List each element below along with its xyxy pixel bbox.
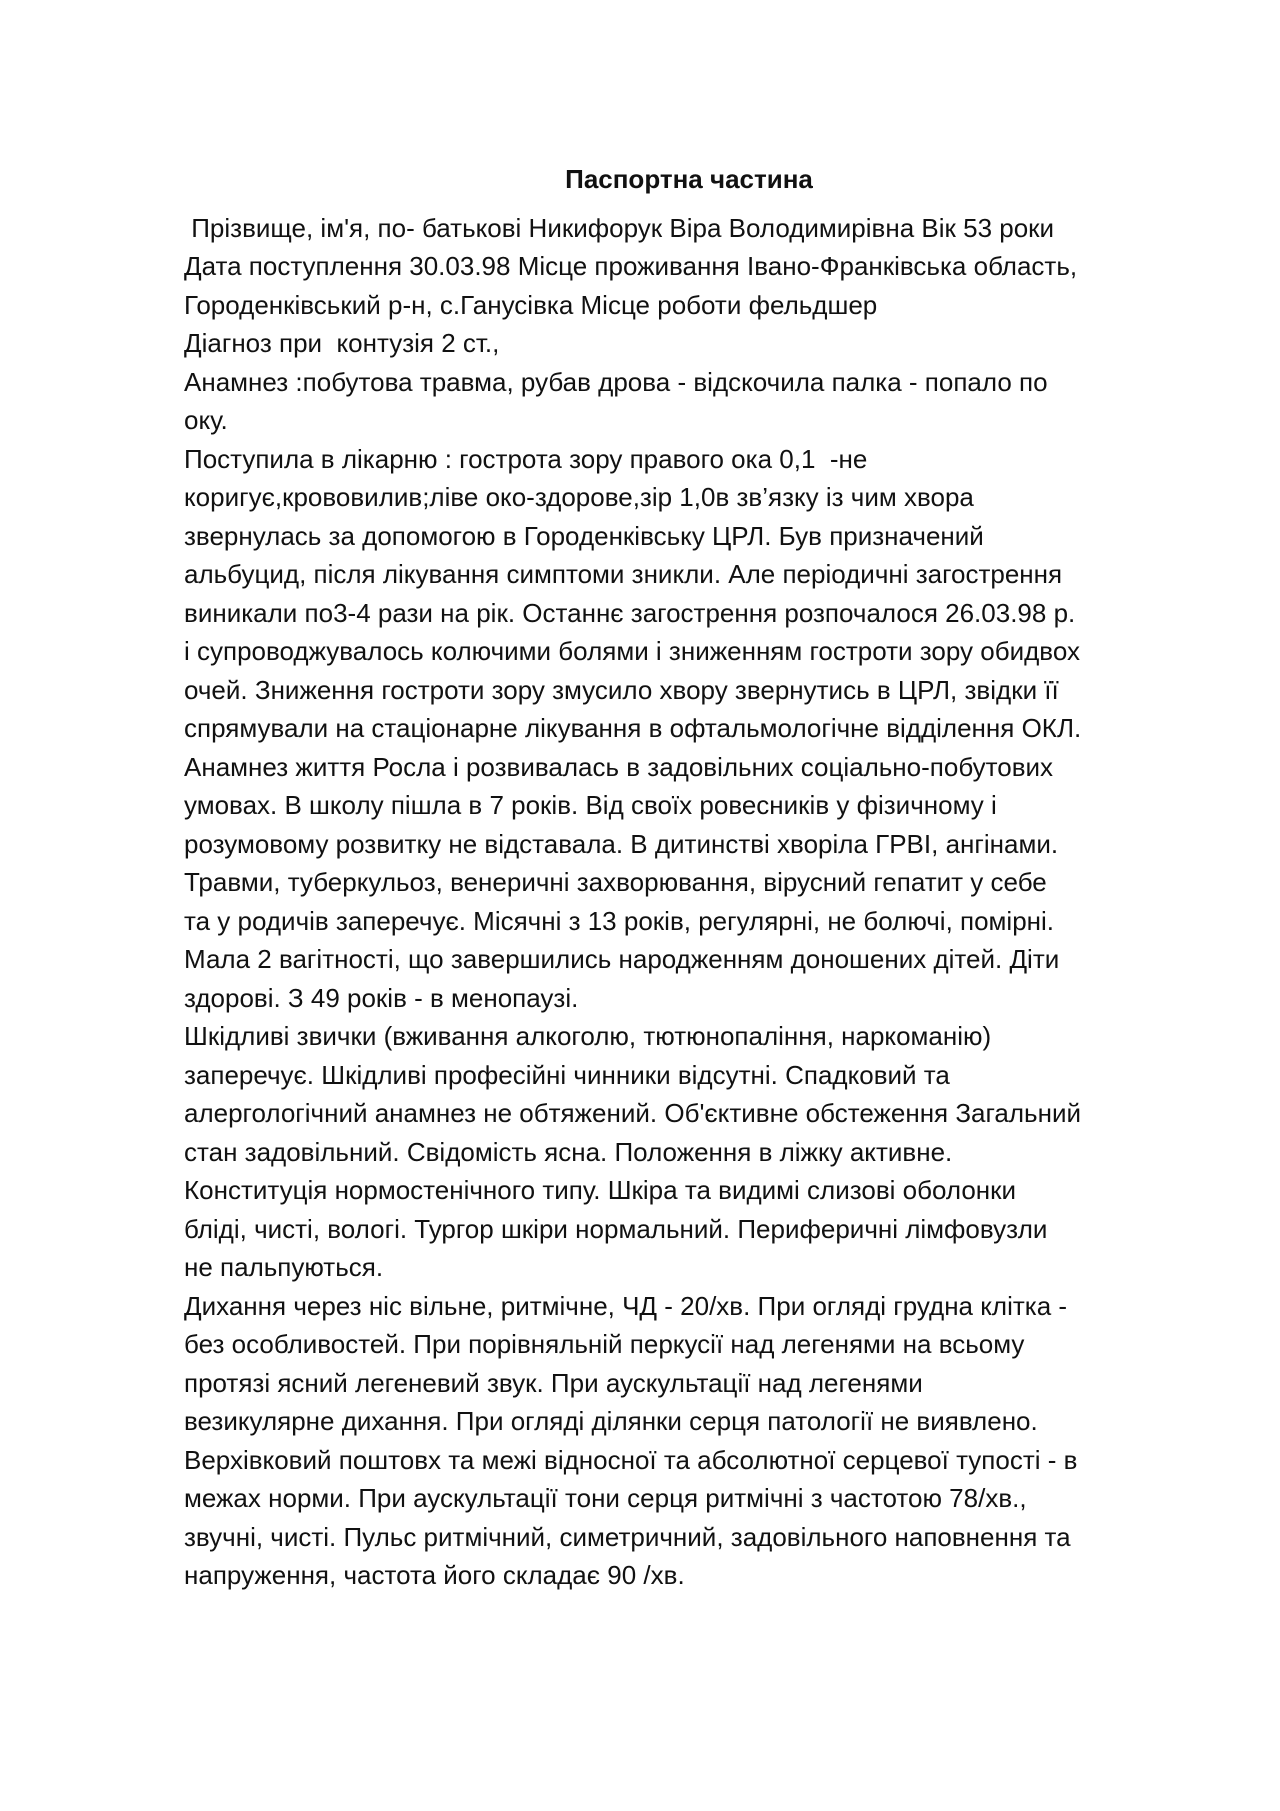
text-line: та у родичів заперечує. Місячні з 13 років, регулярні, не болючі, помірні. bbox=[184, 905, 1055, 936]
diagnosis-section bbox=[184, 324, 1194, 363]
text-line: Дата поступлення 30.03.98 Місце проживання Івано-Франківська область, bbox=[184, 251, 1078, 281]
text-line: оку. bbox=[184, 405, 228, 435]
text-line: напруження, частота його складає 90 /хв. bbox=[184, 1560, 685, 1590]
text-line: без особливостей. При порівняльній перкусії над легенями на всьому bbox=[184, 1329, 1025, 1359]
document-title: Паспортна частина bbox=[565, 164, 813, 194]
text-line: здорові. З 49 років - в менопаузі. bbox=[184, 982, 579, 1013]
text-line: Шкідливі звички (вживання алкоголю, тютюнопаління, наркоманію) bbox=[184, 1021, 992, 1051]
text-line: везикулярне дихання. При огляді ділянки серця патології не виявлено. bbox=[184, 1406, 1038, 1436]
text-line: Конституція нормостенічного типу. Шкіра та видимі слизові оболонки bbox=[184, 1175, 1017, 1205]
text-line: Городенківський р-н, с.Ганусівка Місце роботи фельдшер bbox=[184, 289, 878, 320]
text-line: виникали по3-4 рази на рік. Останнє загострення розпочалося 26.03.98 р. bbox=[184, 597, 1076, 628]
text-line: спрямували на стаціонарне лікування в офтальмологічне відділення ОКЛ. bbox=[184, 713, 1082, 743]
text-line: алергологічний анамнез не обтяжений. Об'єктивне обстеження Загальний bbox=[184, 1098, 1082, 1128]
anamnesis-intro-section bbox=[184, 363, 1194, 440]
text-line: бліді, чисті, вологі. Тургор шкіри нормальний. Периферичні лімфовузли bbox=[184, 1213, 1048, 1244]
text-line: звучні, чисті. Пульс ритмічний, симетричний, задовільного наповнення та bbox=[184, 1521, 1071, 1552]
text-line: Прізвище, ім'я, по- батькові Никифорук Віра Володимирівна Вік 53 роки bbox=[184, 212, 1055, 243]
text-line: Мала 2 вагітності, що завершились народженням доношених дітей. Діти bbox=[184, 944, 1060, 974]
text-line: очей. Зниження гостроти зору змусило хвору звернутись в ЦРЛ, звідки її bbox=[184, 674, 1059, 705]
text-line: заперечує. Шкідливі професійні чинники відсутні. Спадковий та bbox=[184, 1059, 950, 1090]
text-line: розумовому розвитку не відставала. В дитинстві хворіла ГРВІ, ангінами. bbox=[184, 828, 1059, 859]
passport-section bbox=[184, 209, 1194, 325]
text-line: Верхівковий поштовх та межі відносної та абсолютної серцевої тупості - в bbox=[184, 1444, 1078, 1475]
text-line: альбуцид, після лікування симптоми зникли. Але періодичні загострення bbox=[184, 559, 1063, 589]
text-line: коригує,крововилив;ліве око-здорове,зір 1,0в зв’язку із чим хвора bbox=[184, 482, 974, 512]
text-line: Травми, туберкульоз, венеричні захворювання, вірусний гепатит у себе bbox=[184, 867, 1047, 897]
text-line: Дихання через ніс вільне, ритмічне, ЧД - 20/хв. При огляді грудна клітка - bbox=[184, 1290, 1068, 1321]
text-line: не пальпуються. bbox=[184, 1252, 384, 1282]
text-line: Діагноз при контузія 2 ст., bbox=[184, 328, 500, 358]
text-line: Поступила в лікарню : гострота зору правого ока 0,1 -не bbox=[184, 443, 868, 474]
text-line: звернулась за допомогою в Городенківську ЦРЛ. Був призначений bbox=[184, 520, 984, 551]
body-section bbox=[184, 440, 1194, 1595]
document-content bbox=[184, 160, 1194, 1595]
text-line: стан задовільний. Свідомість ясна. Положення в ліжку активне. bbox=[184, 1136, 953, 1167]
text-line: і супроводжувалось колючими болями і зниженням гостроти зору обидвох bbox=[184, 636, 1080, 666]
text-line: Анамнез життя Росла і розвивалась в задовільних соціально-побутових bbox=[184, 751, 1054, 782]
text-line: межах норми. При аускультації тони серця ритмічні з частотою 78/хв., bbox=[184, 1483, 1027, 1513]
text-line: умовах. В школу пішла в 7 років. Від своїх ровесників у фізичному і bbox=[184, 790, 997, 820]
text-line: протязі ясний легеневий звук. При аускультації над легенями bbox=[184, 1367, 923, 1398]
text-line: Анамнез :побутова травма, рубав дрова - відскочила палка - попало по bbox=[184, 366, 1048, 397]
